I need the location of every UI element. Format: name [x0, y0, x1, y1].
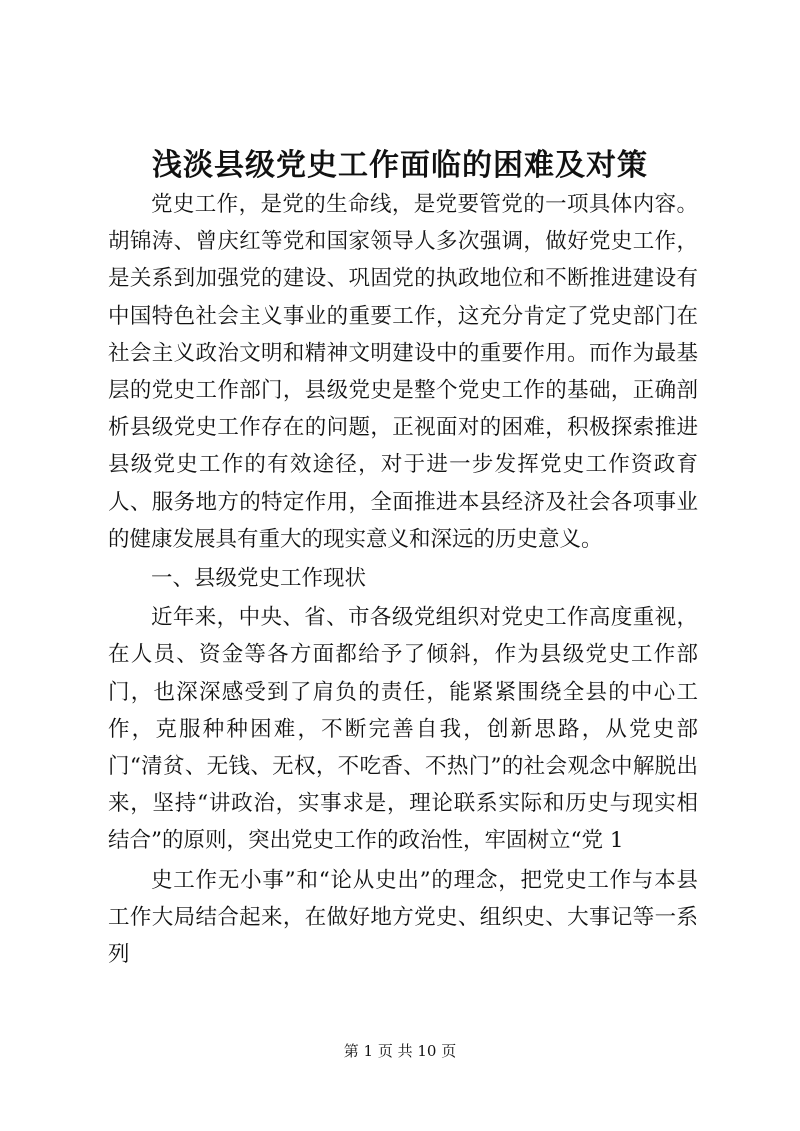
document-title: 浅淡县级党史工作面临的困难及对策	[152, 148, 648, 183]
paragraph-continuation: 史工作无小事”和“论从史出”的理念，把党史工作与本县工作大局结合起来，在做好地方党史、组织史、大事记等一系列	[108, 867, 698, 968]
section-heading: 一、县级党史工作现状	[151, 566, 367, 592]
page-footer: 第 1 页 共 10 页	[343, 1042, 457, 1060]
paragraph-current-status: 近年来，中央、省、市各级党组织对党史工作高度重视，在人员、资金等各方面都给予了倾斜，作为县级党史工作部门，也深深感受到了肩负的责任，能紧紧围绕全县的中心工作，克服种种困难，不断完善自我，创新思路，从党史部门“清贫、无钱、无权，不吃香、不热门”的社会观念中解脱出来，坚持“讲政治，实事求是，理论联系实际和历史与现实相结合”的原则，突出党史工作的政治性，牢固树立“党 1	[108, 605, 698, 854]
paragraph-intro: 党史工作，是党的生命线，是党要管党的一项具体内容。胡锦涛、曾庆红等党和国家领导人多次强调，做好党史工作，是关系到加强党的建设、巩固党的执政地位和不断推进建设有中国特色社会主义事业的重要工作，这充分肯定了党史部门在社会主义政治文明和精神文明建设中的重要作用。而作为最基层的党史工作部门，县级党史是整个党史工作的基础，正确剖析县级党史工作存在的问题，正视面对的困难，积极探索推进县级党史工作的有效途径，对于进一步发挥党史工作资政育人、服务地方的特定作用，全面推进本县经济及社会各项事业的健康发展具有重大的现实意义和深远的历史意义。	[108, 192, 698, 552]
document-body	[108, 186, 698, 975]
